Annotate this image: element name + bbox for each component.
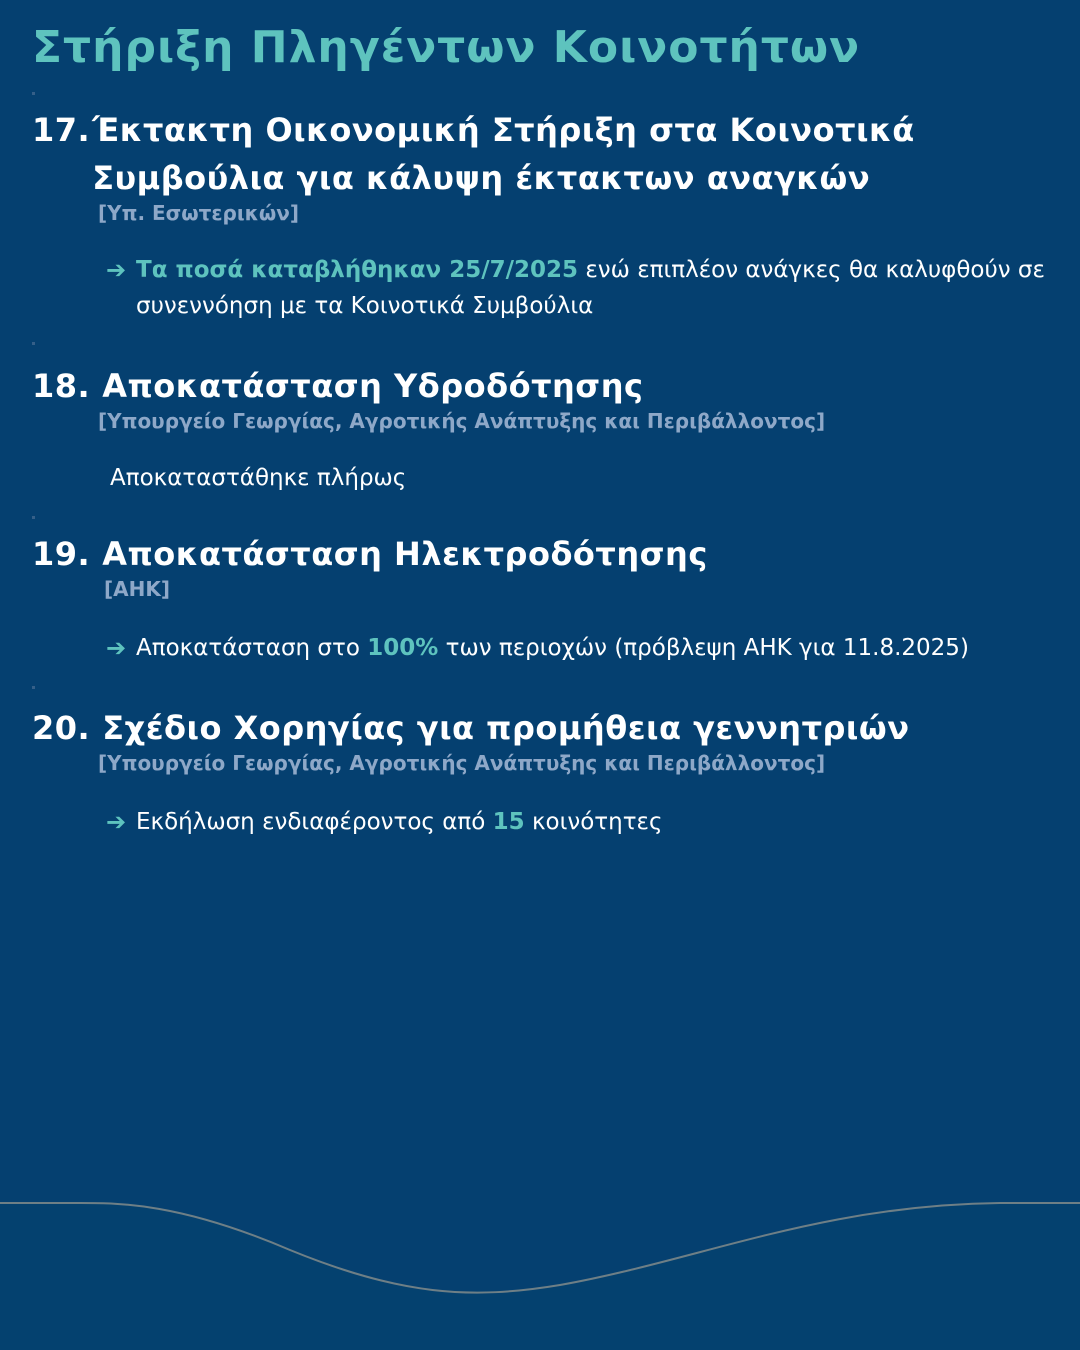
status-highlight: 15 (492, 809, 525, 835)
item-status (106, 252, 1062, 324)
item-17 (32, 106, 1062, 324)
item-heading (32, 704, 1062, 752)
item-ministry: [Υπ. Εσωτερικών] (98, 201, 299, 225)
status-rest: ενώ επιπλέον ανάγκες θα καλυφθούν σε συνεννόηση με τα Κοινοτικά Συμβούλια (136, 257, 1045, 319)
status-text (136, 252, 1062, 324)
wave-decoration (0, 1195, 1080, 1350)
status-text (136, 804, 662, 840)
item-18 (32, 362, 1062, 496)
item-number: 20. (32, 709, 91, 747)
item-number: 18. (32, 367, 91, 405)
arrow-right-icon: ➔ (106, 256, 127, 284)
item-heading (32, 362, 1062, 410)
arrow-right-icon: ➔ (106, 808, 127, 836)
page-title: Στήριξη Πληγέντων Κοινοτήτων (32, 22, 861, 73)
status-post: των περιοχών (πρόβλεψη ΑΗΚ για 11.8.2025) (438, 635, 969, 661)
item-number: 19. (32, 535, 91, 573)
status-text (136, 630, 969, 666)
item-heading (32, 106, 1062, 202)
status-pre: Αποκατάσταση στο (136, 635, 368, 661)
item-status (106, 804, 1062, 840)
divider-dot (32, 686, 35, 689)
status-highlight: Τα ποσά καταβλήθηκαν 25/7/2025 (136, 257, 579, 283)
item-heading (32, 530, 1062, 578)
divider-dot (32, 342, 35, 345)
divider-dot (32, 92, 35, 95)
item-20 (32, 704, 1062, 840)
item-ministry: [ΑΗΚ] (104, 577, 170, 601)
item-title: Αποκατάσταση Ηλεκτροδότησης (102, 535, 708, 573)
divider-dot (32, 516, 35, 519)
status-post: κοινότητες (524, 809, 663, 835)
item-status: Αποκαταστάθηκε πλήρως (110, 465, 407, 491)
item-status (106, 630, 1062, 666)
item-19 (32, 530, 1062, 666)
arrow-right-icon: ➔ (106, 634, 127, 662)
status-pre: Εκδήλωση ενδιαφέροντος από (136, 809, 493, 835)
status-highlight: 100% (367, 635, 439, 661)
item-ministry: [Υπουργείο Γεωργίας, Αγροτικής Ανάπτυξης και Περιβάλλοντος] (98, 751, 826, 775)
item-number: 17. (32, 111, 91, 149)
item-title: Σχέδιο Χορηγίας για προμήθεια γεννητριών (102, 709, 910, 747)
item-ministry: [Υπουργείο Γεωργίας, Αγροτικής Ανάπτυξης και Περιβάλλοντος] (98, 409, 826, 433)
item-title: Έκτακτη Οικονομική Στήριξη στα Κοινοτικά Συμβούλια για κάλυψη έκτακτων αναγκών (92, 111, 915, 197)
item-title: Αποκατάσταση Υδροδότησης (102, 367, 644, 405)
